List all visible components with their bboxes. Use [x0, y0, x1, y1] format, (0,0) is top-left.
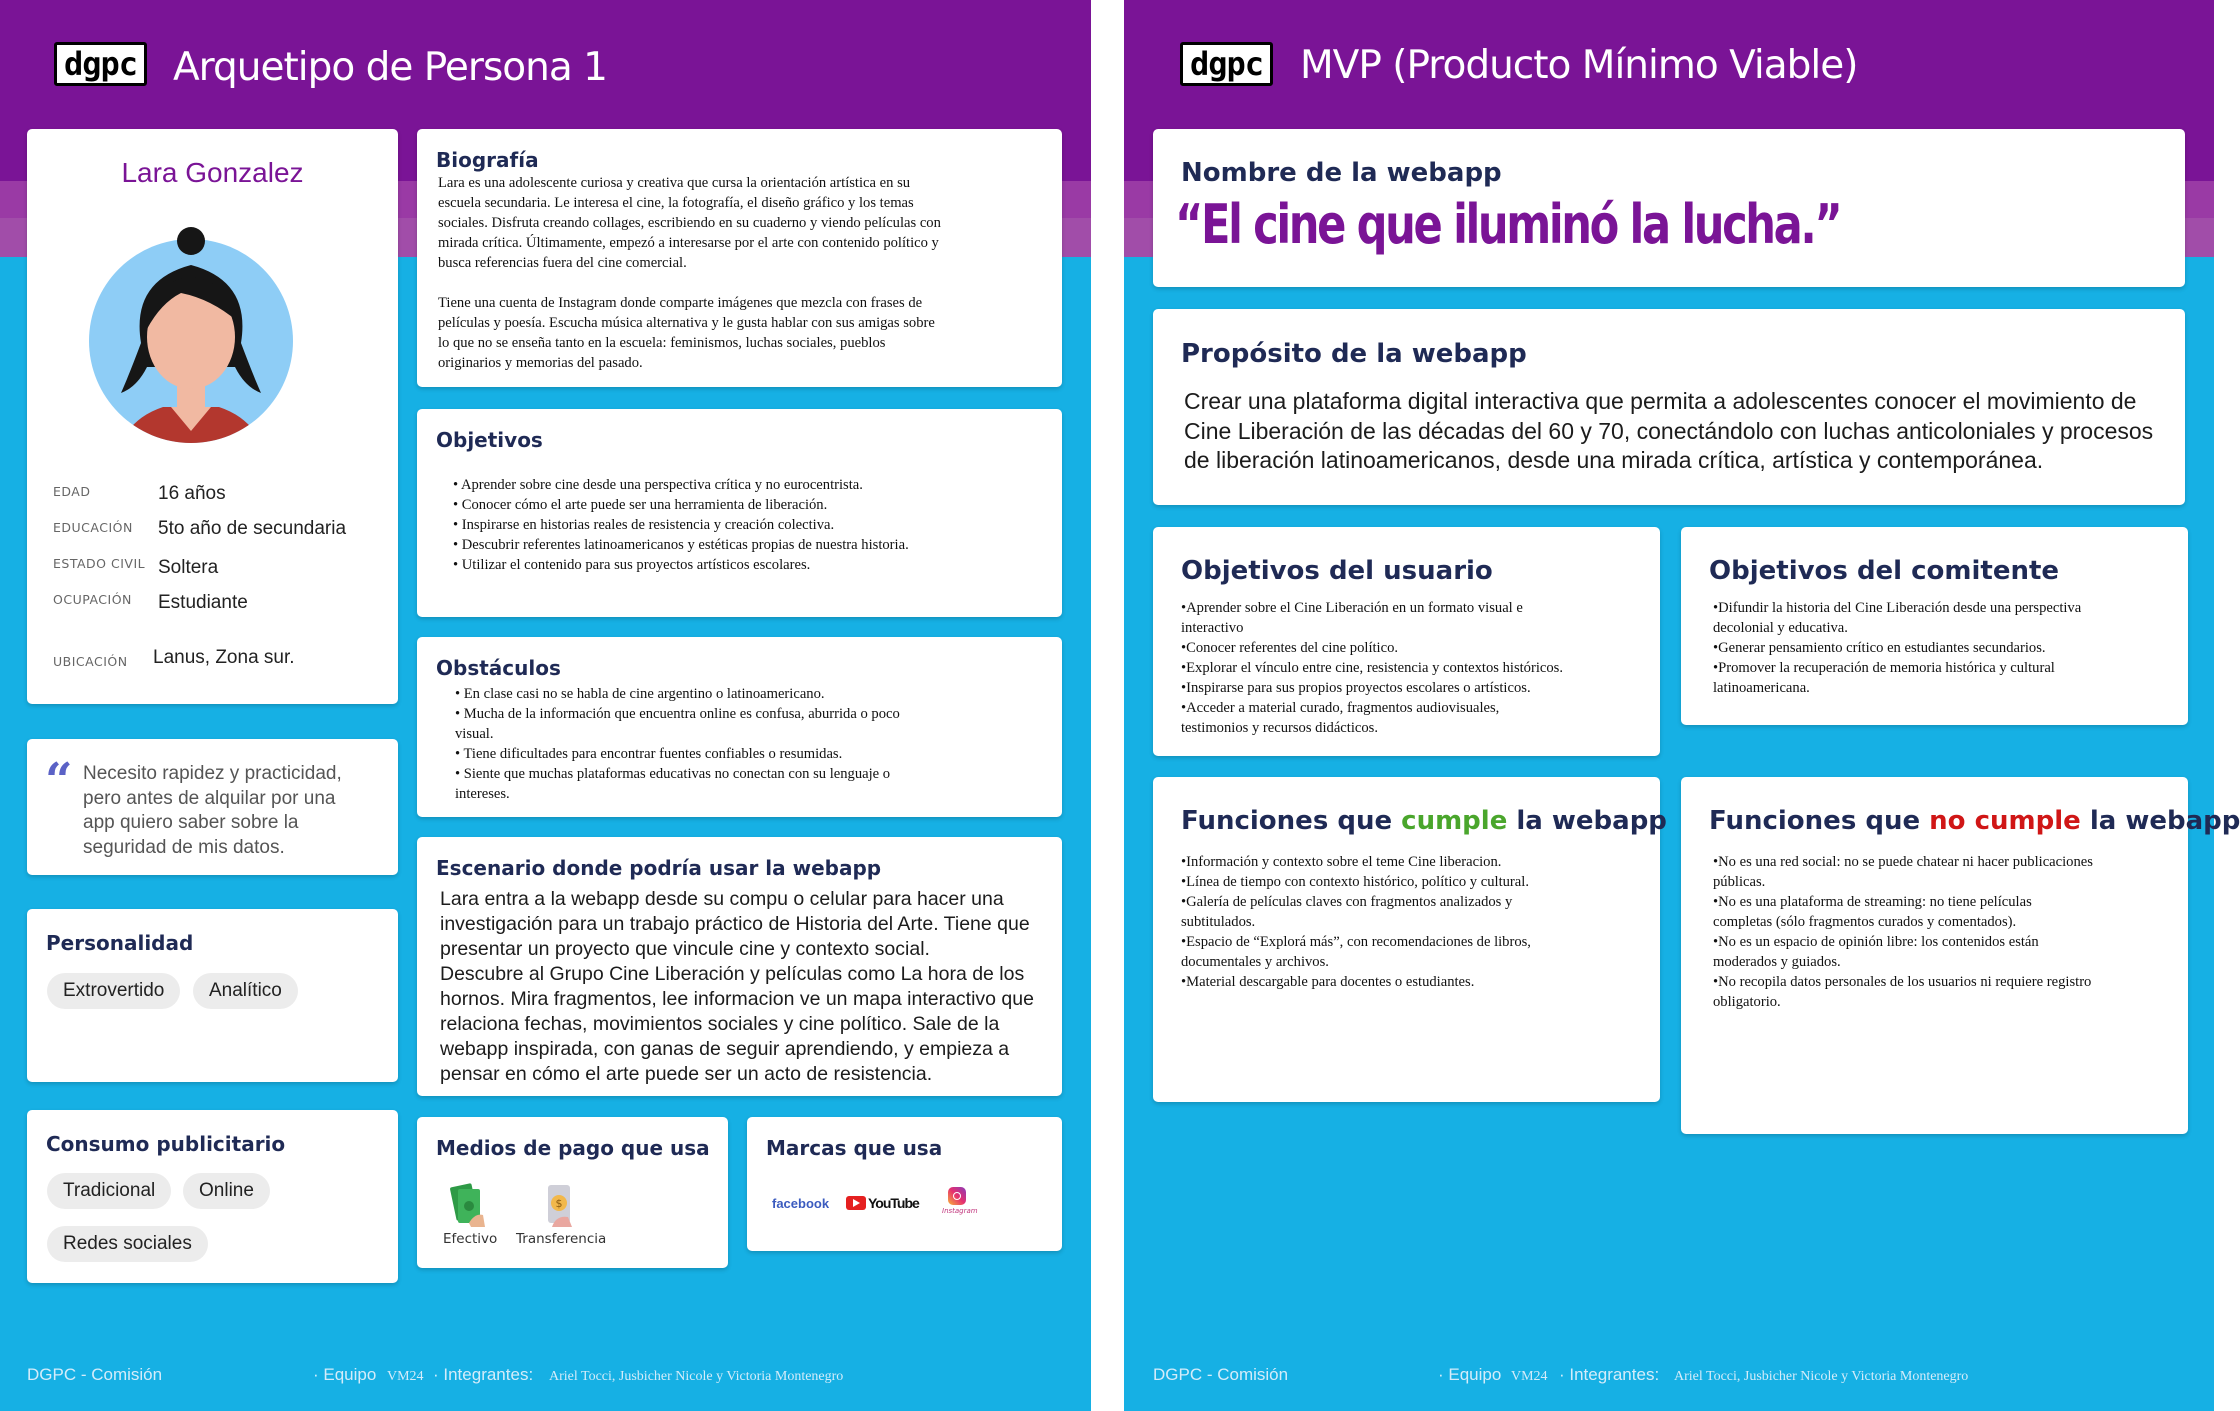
footer-team-label: · Equipo — [313, 1365, 377, 1384]
obstacles-list: • En clase casi no se habla de cine argentino o latinoamericano. • Mucha de la información que encuentra online es confusa, aburrida o poco visual. • Tiene dificultades para encontrar fuentes confiables o resumidas. • Siente que muchas plataformas educativas no conectan con su lenguaje o intereses. — [455, 686, 900, 802]
label-ubicacion: UBICACIÓN — [53, 654, 128, 669]
facebook-logo: facebook — [772, 1196, 830, 1211]
footer-team: VM24 — [387, 1369, 424, 1384]
cash-label: Efectivo — [443, 1231, 498, 1247]
footer-team-label: · Equipo — [1438, 1365, 1502, 1384]
scenario-text: Lara entra a la webapp desde su compu o celular para hacer una investigación para un trabajo práctico de Historia del Arte. Tiene que presentar un proyecto que vincule cine y contexto social. Descubre al Grupo Cine Liberación y películas como La hora de los hornos. Mira fragmentos, lee informacion ve un mapa interactivo que relaciona fechas, movimientos sociales y cine político. Sale de la webapp inspirada, con ganas de seguir aprendiendo, y empieza a pensar en cómo el arte puede ser un acto de resistencia. — [440, 888, 1034, 1085]
brands-card — [747, 1117, 1062, 1251]
functions-no-list: •No es una red social: no se puede chatear ni hacer publicaciones públicas. •No es una plataforma de streaming: no tiene películas completas (sólo fragmentos curados y comentados). •No es un espacio de opinión libre: los contenidos están moderados y guiados. •No recopila datos personales de los usuarios ni requiere registro obligatorio. — [1713, 854, 2093, 1010]
transfer-icon — [542, 1183, 578, 1227]
label-educacion: EDUCACIÓN — [53, 520, 133, 535]
objectives-title: Objetivos — [436, 428, 543, 452]
objectives-card — [417, 409, 1062, 617]
label-ocupacion: OCUPACIÓN — [53, 592, 132, 607]
youtube-play-icon — [853, 1199, 860, 1207]
profile-card — [27, 129, 398, 704]
purpose-title: Propósito de la webapp — [1181, 339, 1527, 369]
footer-members-label: · Integrantes: — [1559, 1365, 1660, 1384]
purpose-text: Crear una plataforma digital interactiva que permita a adolescentes conocer el movimiento de Cine Liberación de las décadas del 60 y 70, conectándolo con luchas anticoloniales y procesos de liberación latinoamericanos, desde una mirada crítica, artística y contemporánea. — [1184, 388, 2154, 473]
cash-icon — [449, 1183, 487, 1227]
payment-title: Medios de pago que usa — [436, 1136, 710, 1160]
footer-members: Ariel Tocci, Jusbicher Nicole y Victoria Montenegro — [549, 1369, 844, 1384]
bio-text: Lara es una adolescente curiosa y creativa que cursa la orientación artística en su escuela secundaria. Le interesa el cine, la fotografía, el diseño gráfico y los temas sociales. Disfruta creando collages, escribiendo en su cuaderno y viendo películas con mirada crítica. Últimamente, empezó a interesarse por el arte con contenido político y busca referencias fuera del cine comercial. Tiene una cuenta de Instagram donde comparte imágenes que mezcla con frases de películas y poesía. Escucha música alternativa y le gusta hablar con sus amigas sobre lo que no se enseña tanto en la escuela: feminismos, luchas sociales, pueblos originarios y memorias del pasado. — [438, 175, 941, 371]
bio-title: Biografía — [436, 148, 539, 172]
scenario-card — [417, 837, 1062, 1096]
functions-no-title: Funciones que no cumple la webapp — [1709, 806, 2240, 836]
client-objectives-list: •Difundir la historia del Cine Liberación desde una perspectiva decolonial y educativa. •Generar pensamiento crítico en estudiantes secundarios. •Promover la recuperación de memoria histórica y cultural latinoamericana. — [1713, 600, 2082, 696]
footer-members-label: · Integrantes: — [433, 1365, 534, 1384]
objectives-list: • Aprender sobre cine desde una perspectiva crítica y no eurocentrista. • Conocer cómo el arte puede ser una herramienta de liberación. • Inspirarse en historias reales de resistencia y creación colectiva. • Descubrir referentes latinoamericanos y estéticas propias de nuestra historia. • Utilizar el contenido para sus proyectos artísticos escolares. — [453, 477, 909, 573]
dgpc-logo: dgpc — [1180, 42, 1273, 86]
client-objectives-title: Objetivos del comitente — [1709, 556, 2060, 586]
youtube-logo: YouTube — [868, 1195, 919, 1211]
user-objectives-list: •Aprender sobre el Cine Liberación en un formato visual e interactivo •Conocer referentes del cine político. •Explorar el vínculo entre cine, resistencia y contextos históricos. •Inspirarse para sus propios proyectos escolares o artísticos. •Acceder a material curado, fragmentos audiovisuales, testimonios y recursos didácticos. — [1181, 600, 1563, 736]
page-title: Arquetipo de Persona 1 — [173, 45, 607, 90]
quote-card — [27, 739, 398, 875]
purpose-card — [1153, 309, 2185, 505]
advertising-chip: Redes sociales — [47, 1226, 208, 1262]
functions-yes-title: Funciones que cumple la webapp — [1181, 806, 1667, 836]
user-objectives-title: Objetivos del usuario — [1181, 556, 1493, 586]
obstacles-title: Obstáculos — [436, 656, 561, 680]
functions-yes-card — [1153, 777, 1667, 1102]
persona-page — [0, 0, 1091, 1411]
functions-yes-list: •Información y contexto sobre el teme Cine liberacion. •Línea de tiempo con contexto histórico, político y cultural. •Galería de películas claves con fragmentos analizados y subtitulados. •Espacio de “Explorá más”, con recomendaciones de libros, documentales y archivos. •Material descargable para docentes o estudiantes. — [1181, 854, 1531, 990]
instagram-label: Instagram — [942, 1207, 978, 1215]
advertising-title: Consumo publicitario — [46, 1132, 286, 1156]
webapp-name: “El cine que iluminó la lucha.” — [1175, 193, 1841, 256]
instagram-icon-ring — [953, 1192, 961, 1200]
brands-title: Marcas que usa — [766, 1136, 943, 1160]
payment-card — [417, 1117, 728, 1268]
scenario-title: Escenario donde podría usar la webapp — [436, 856, 882, 880]
personality-title: Personalidad — [46, 931, 194, 955]
footer-org: DGPC - Comisión — [1153, 1365, 1289, 1384]
label-edad: EDAD — [53, 484, 91, 499]
bio-card — [417, 129, 1062, 387]
user-objectives-card — [1153, 527, 1660, 756]
value-educacion: 5to año de secundaria — [158, 518, 347, 539]
footer-org: DGPC - Comisión — [27, 1365, 163, 1384]
name-card — [1153, 129, 2185, 287]
label-estado-civil: ESTADO CIVIL — [53, 556, 146, 571]
dgpc-logo: dgpc — [54, 42, 147, 86]
value-ocupacion: Estudiante — [158, 592, 248, 613]
advertising-chip: Online — [183, 1173, 270, 1209]
value-edad: 16 años — [158, 483, 226, 504]
advertising-chip: Tradicional — [47, 1173, 171, 1209]
functions-no-card — [1681, 777, 2240, 1134]
quote-text: Necesito rapidez y practicidad, pero antes de alquilar por una app quiero saber sobre la seguridad de mis datos. — [83, 763, 342, 858]
trait-chip: Analítico — [193, 973, 298, 1009]
value-estado-civil: Soltera — [158, 557, 219, 578]
persona-avatar — [85, 225, 297, 465]
page-separator — [1091, 0, 1124, 1411]
trait-chip: Extrovertido — [47, 973, 180, 1009]
quote-icon: “ — [45, 753, 73, 809]
page-title: MVP (Producto Mínimo Viable) — [1300, 43, 1858, 88]
obstacles-card — [417, 637, 1062, 817]
name-title: Nombre de la webapp — [1181, 158, 1502, 188]
advertising-card — [27, 1110, 398, 1283]
personality-card — [27, 909, 398, 1082]
footer-members: Ariel Tocci, Jusbicher Nicole y Victoria Montenegro — [1674, 1369, 1969, 1384]
footer-team: VM24 — [1511, 1369, 1548, 1384]
client-objectives-card — [1681, 527, 2188, 725]
mvp-page — [1124, 0, 2240, 1411]
transfer-label: Transferencia — [516, 1231, 607, 1247]
svg-text:$: $ — [555, 1197, 563, 1210]
value-ubicacion: Lanus, Zona sur. — [153, 647, 295, 668]
persona-name: Lara Gonzalez — [121, 157, 304, 188]
